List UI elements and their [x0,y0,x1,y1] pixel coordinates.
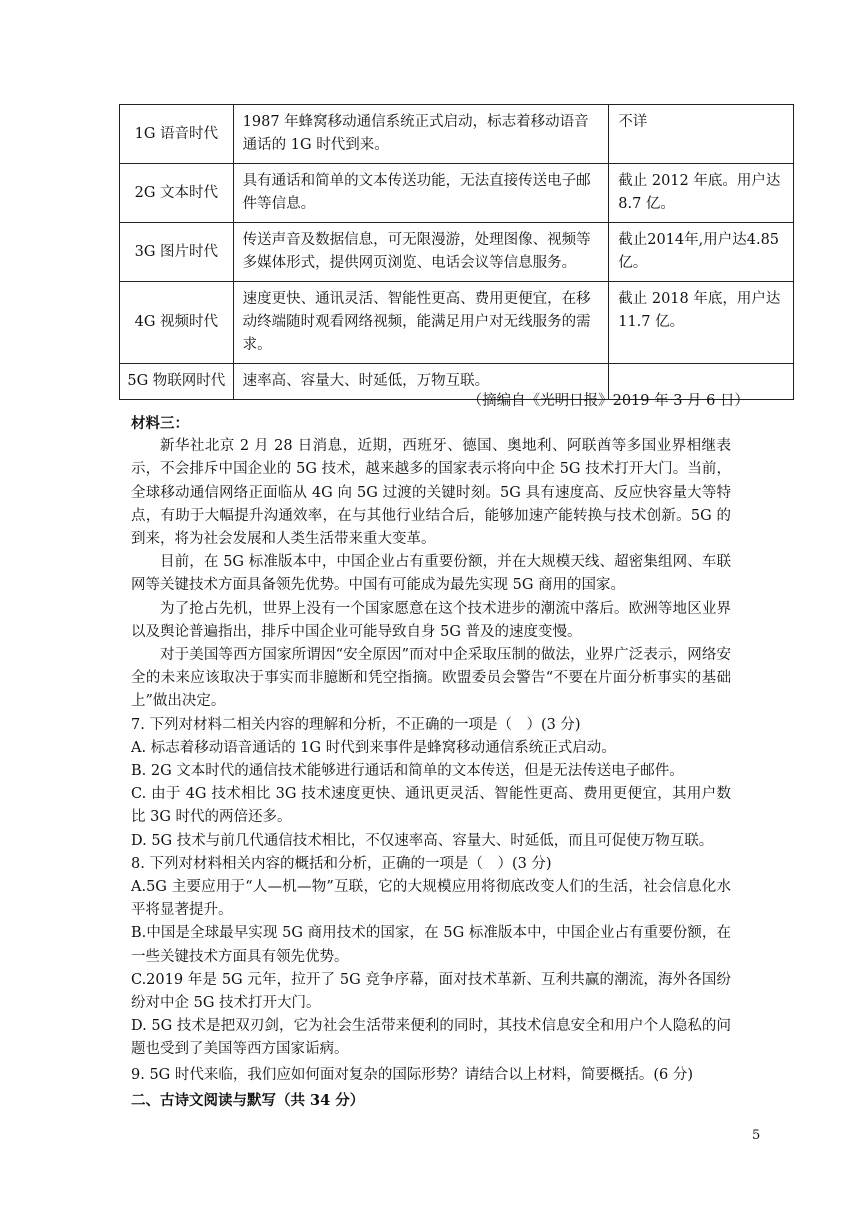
users-cell: 截止 2012 年底。用户达 8.7 亿。 [609,164,794,223]
paragraph: 对于美国等西方国家所谓因“安全原因”而对中企采取压制的做法，业界广泛表示，网络安全的未来应该取决于事实而非臆断和凭空指摘。欧盟委员会警告“不要在片面分析事实的基础上”做出决定。 [131,647,731,710]
question-8-option-b: B.中国是全球最早实现 5G 商用技术的国家，在 5G 标准版本中，中国企业占有重要份额，在一些关键技术方面具有领先优势。 [131,925,731,965]
users-cell: 截止 2018 年底，用户达 11.7 亿。 [609,282,794,364]
question-7-option-a: A. 标志着移动语音通话的 1G 时代到来事件是蜂窝移动通信系统正式启动。 [131,739,616,756]
table-row [120,282,794,364]
question-8-stem: 8. 下列对材料相关内容的概括和分析，正确的一项是（ ）(3 分) [131,855,552,872]
era-cell: 3G 图片时代 [120,223,234,282]
era-cell: 4G 视频时代 [120,282,234,364]
era-cell: 5G 物联网时代 [120,364,234,400]
era-cell: 1G 语音时代 [120,105,234,164]
question-8-option-a: A.5G 主要应用于“人—机—物”互联，它的大规模应用将彻底改变人们的生活，社会信息化水平将显著提升。 [131,879,731,919]
page-number: 5 [752,1128,761,1143]
paragraph: 新华社北京 2 月 28 日消息，近期，西班牙、德国、奥地利、阿联酋等多国业界相继表示，不会排斥中国企业的 5G 技术，越来越多的国家表示将向中企 5G 技术打开大门。当前，全球移动通信网络正面临从 4G 向 5G 过渡的关键时刻。5G 具有速度高、反应快容量大等特点，有助于大幅提升沟通效率，在与其他行业结合后，能够加速产能转换与技术创新。5G 的到来，将为社会发展和人类生活带来重大变革。 [131,438,731,548]
material3-heading: 材料三： [131,415,189,432]
features-cell: 速度更快、通讯灵活、智能性更高、费用更便宜，在移动终端随时观看网络视频，能满足用户对无线服务的需求。 [233,282,609,364]
question-8-option-d: D. 5G 技术是把双刃剑，它为社会生活带来便利的同时，其技术信息安全和用户个人隐私的问题也受到了美国等西方国家诟病。 [131,1018,731,1058]
table-row [120,164,794,223]
question-7-option-b: B. 2G 文本时代的通信技术能够进行通话和简单的文本传送，但是无法传送电子邮件。 [131,763,684,780]
question-7-option-d: D. 5G 技术与前几代通信技术相比，不仅速率高、容量大、时延低，而且可促使万物互联。 [131,832,714,849]
features-cell: 具有通话和简单的文本传送功能，无法直接传送电子邮件等信息。 [233,164,609,223]
source-citation: （摘编自《光明日报》2019 年 3 月 6 日） [467,393,749,409]
table-row [120,105,794,164]
paragraph: 目前，在 5G 标准版本中，中国企业占有重要份额，并在大规模天线、超密集组网、车联网等关键技术方面具备领先优势。中国有可能成为最先实现 5G 商用的国家。 [131,554,731,594]
users-cell: 不详 [609,105,794,164]
question-9: 9. 5G 时代来临，我们应如何面对复杂的国际形势？请结合以上材料，简要概括。(6 分) [131,1066,694,1083]
era-cell: 2G 文本时代 [120,164,234,223]
section-2-heading: 二、古诗文阅读与默写（共 34 分） [131,1091,365,1109]
users-cell: 截止2014年,用户达4.85亿。 [609,223,794,282]
table-row [120,223,794,282]
question-8-option-c: C.2019 年是 5G 元年，拉开了 5G 竞争序幕，面对技术革新、互利共赢的潮流，海外各国纷纷对中企 5G 技术打开大门。 [131,971,731,1012]
question-7-stem: 7. 下列对材料二相关内容的理解和分析，不正确的一项是（ ）(3 分) [131,716,581,733]
question-7-option-c: C. 由于 4G 技术相比 3G 技术速度更快、通讯更灵活、智能性更高、费用更便宜，其用户数比 3G 时代的两倍还多。 [131,786,731,826]
generation-table [119,104,794,400]
features-cell: 传送声音及数据信息，可无限漫游，处理图像、视频等多媒体形式，提供网页浏览、电话会议等信息服务。 [233,223,609,282]
paragraph: 为了抢占先机，世界上没有一个国家愿意在这个技术进步的潮流中落后。欧洲等地区业界以及舆论普遍指出，排斥中国企业可能导致自身 5G 普及的速度变慢。 [131,600,731,640]
main-text [131,412,731,1112]
features-cell: 1987 年蜂窝移动通信系统正式启动，标志着移动语音通话的 1G 时代到来。 [233,105,609,164]
features-cell: 速率高、容量大、时延低，万物互联。 [233,364,609,400]
